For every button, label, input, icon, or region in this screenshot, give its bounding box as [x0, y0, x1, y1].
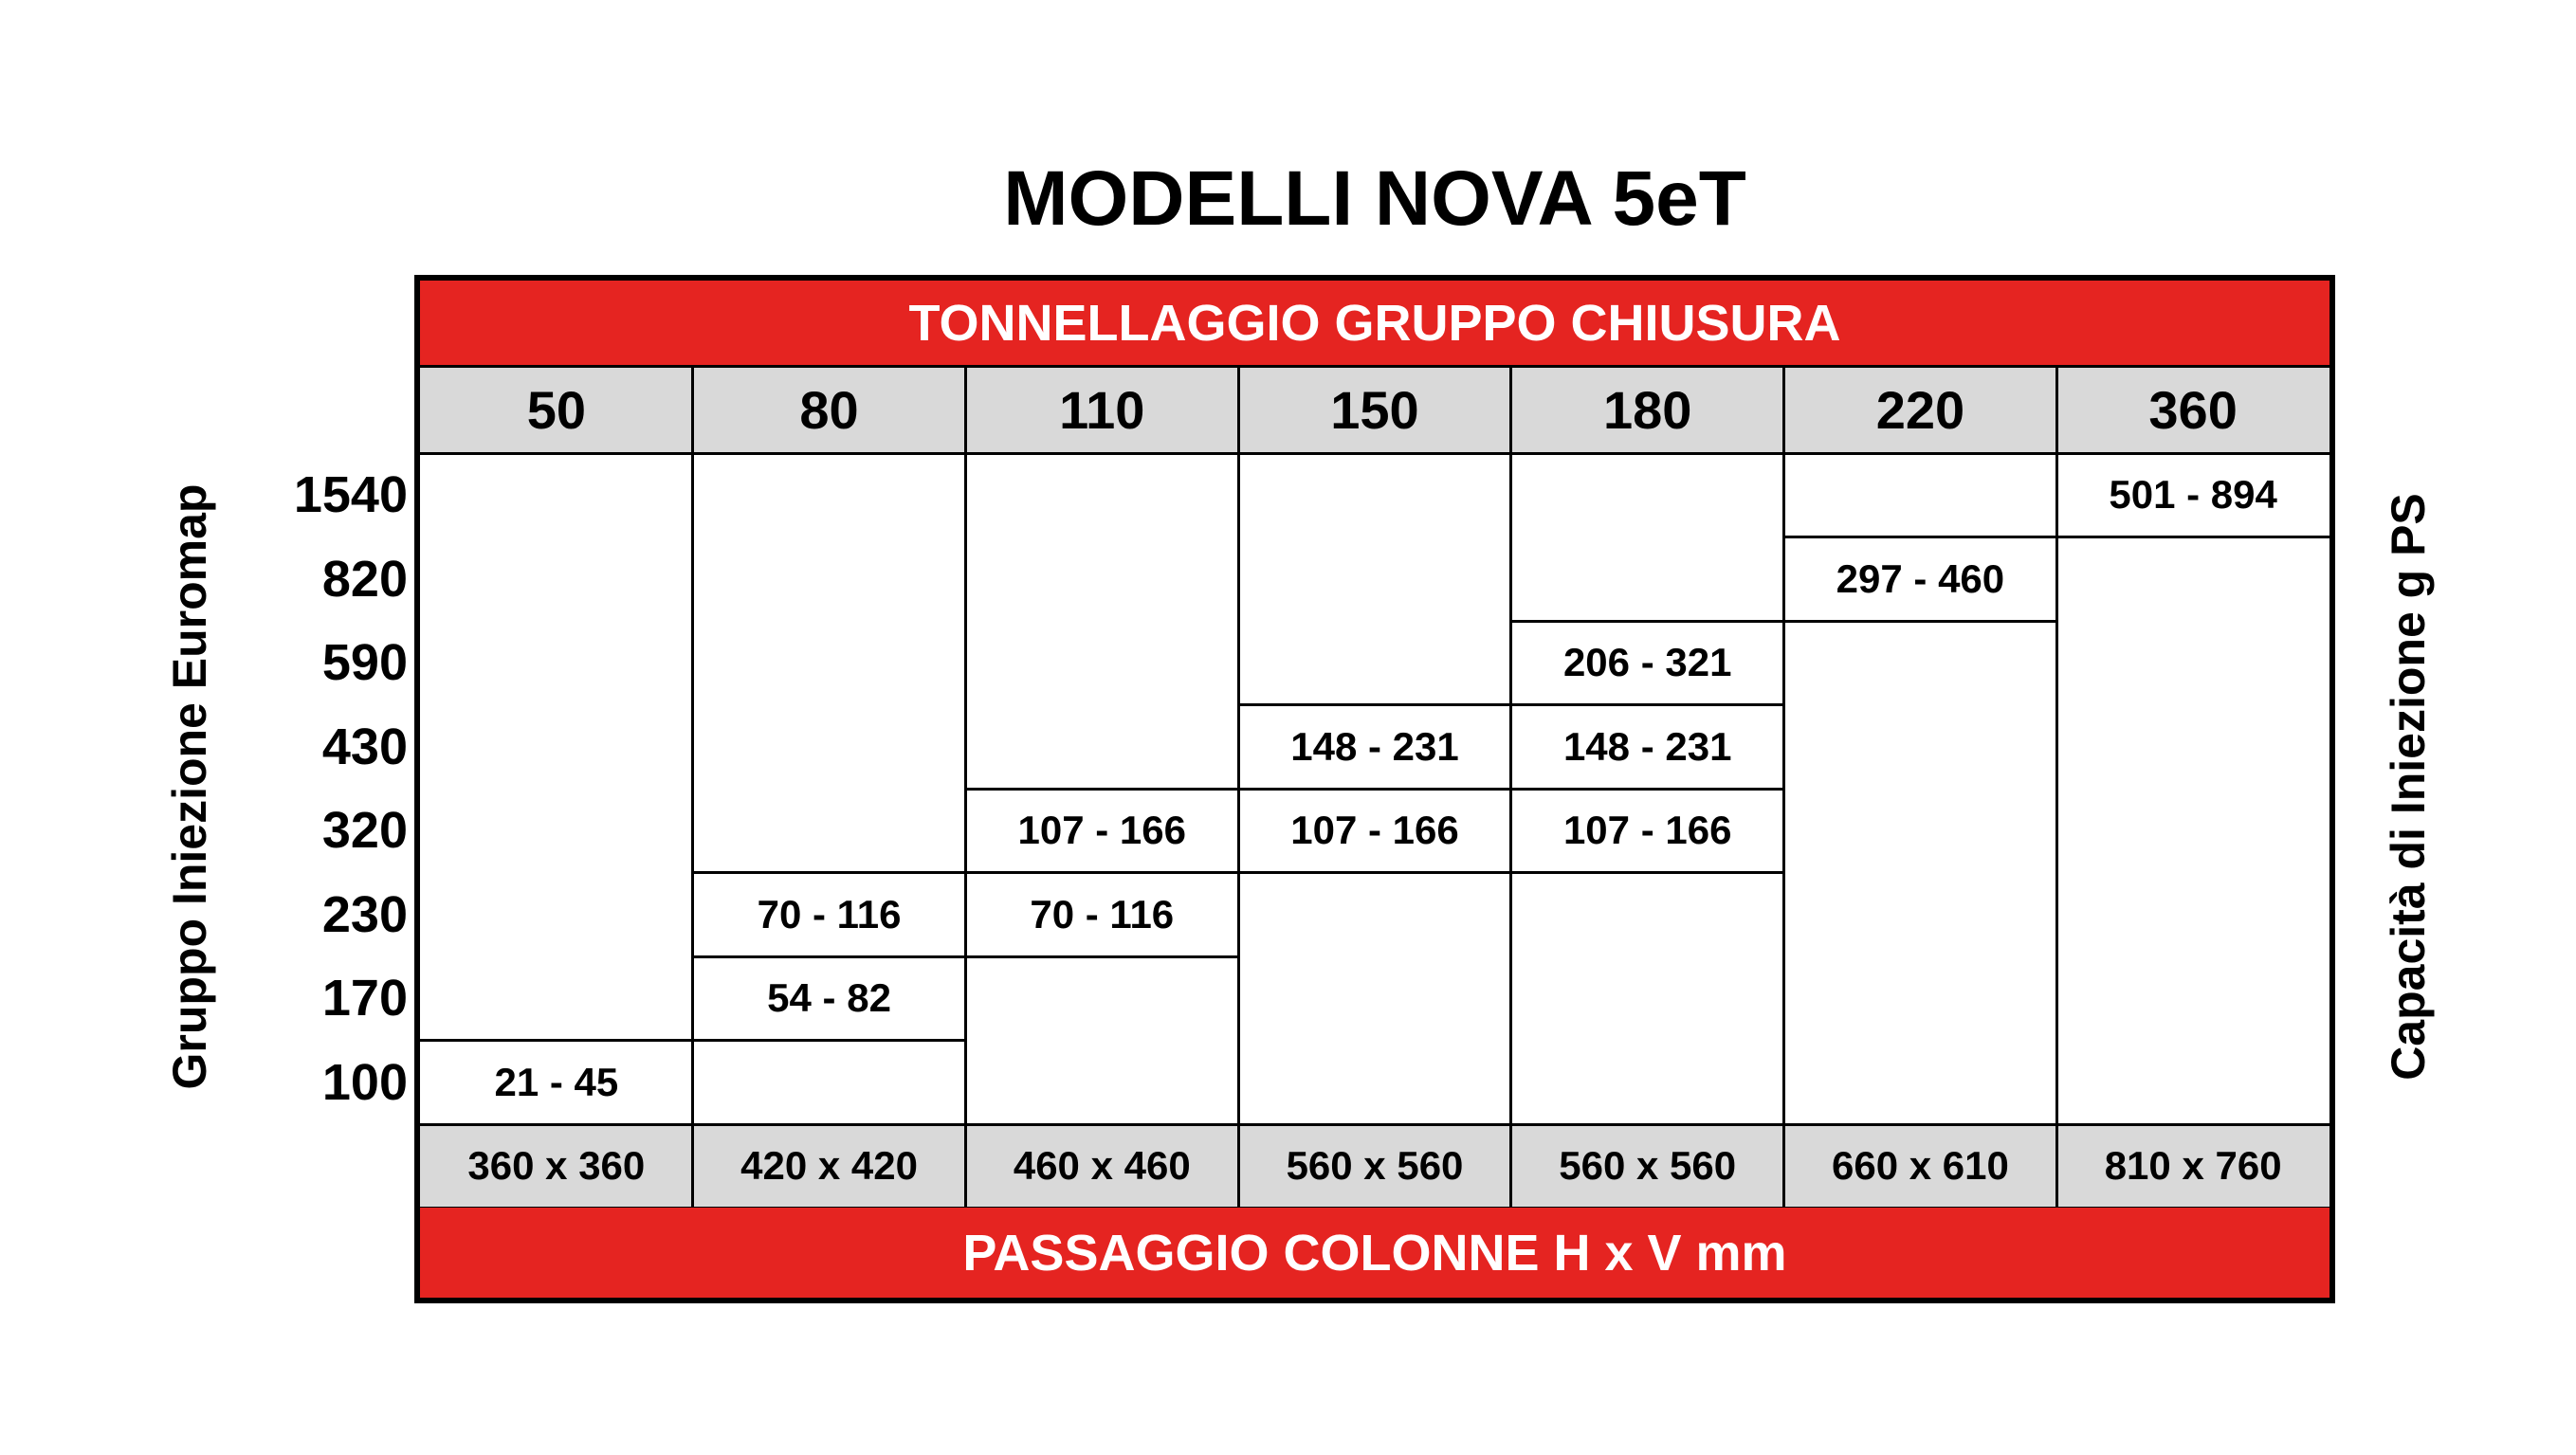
cell-border-bottom [693, 1039, 966, 1042]
column-header-180: 180 [1511, 366, 1784, 453]
value-cell: 206 - 321 [1562, 640, 1732, 685]
cell-border-bottom [1238, 871, 1511, 874]
row-label-590: 590 [321, 634, 408, 691]
value-cell: 148 - 231 [1562, 723, 1732, 769]
cell-border-top [965, 871, 1238, 874]
row-label-430: 430 [321, 718, 408, 775]
column-header-220: 220 [1784, 366, 2057, 453]
value-cell: 148 - 231 [1290, 723, 1459, 769]
value-cell: 501 - 894 [2109, 472, 2277, 518]
value-cell: 107 - 166 [1017, 808, 1187, 853]
cell-border-top [1238, 703, 1511, 706]
value-cell: 70 - 116 [757, 891, 902, 937]
right-axis-label: Capacità di Iniezione g PS [2382, 493, 2435, 1081]
grid-hline [420, 1123, 2329, 1126]
value-cell: 107 - 166 [1562, 808, 1732, 853]
row-label-100: 100 [321, 1053, 408, 1111]
passage-cell-4: 560 x 560 [1511, 1124, 1784, 1208]
top-header-bar: TONNELLAGGIO GRUPPO CHIUSURA [420, 281, 2329, 366]
bottom-header-bar: PASSAGGIO COLONNE H x V mm [420, 1208, 2329, 1298]
cell-border-top [2056, 452, 2329, 455]
passage-cell-3: 560 x 560 [1238, 1124, 1511, 1208]
column-header-50: 50 [420, 366, 693, 453]
page-title: MODELLI NOVA 5eT [1003, 155, 1746, 242]
value-cell: 70 - 116 [1030, 891, 1175, 937]
row-label-320: 320 [321, 802, 408, 859]
models-table [414, 275, 2335, 1303]
left-axis-label: Gruppo Iniezione Euromap [163, 483, 216, 1090]
passage-cell-2: 460 x 460 [965, 1124, 1238, 1208]
cell-border-top [1511, 620, 1784, 623]
value-cell: 21 - 45 [494, 1059, 619, 1104]
cell-border-top [420, 1039, 693, 1042]
passage-cell-5: 660 x 610 [1784, 1124, 2057, 1208]
cell-border-bottom [1511, 871, 1784, 874]
passage-cell-6: 810 x 760 [2056, 1124, 2329, 1208]
cell-border-top [693, 955, 966, 958]
column-header-150: 150 [1238, 366, 1511, 453]
cell-border-bottom [1784, 620, 2057, 623]
cell-border-bottom [965, 955, 1238, 958]
cell-border-top [1511, 703, 1784, 706]
column-header-110: 110 [965, 366, 1238, 453]
row-label-820: 820 [321, 550, 408, 608]
cell-border-top [1238, 788, 1511, 791]
row-label-170: 170 [321, 970, 408, 1027]
cell-border-top [965, 788, 1238, 791]
cell-border-top [693, 871, 966, 874]
cell-border-bottom [2056, 536, 2329, 538]
cell-border-top [1511, 788, 1784, 791]
passage-cell-1: 420 x 420 [693, 1124, 966, 1208]
grid-hline [420, 365, 2329, 368]
row-label-230: 230 [321, 885, 408, 943]
value-cell: 107 - 166 [1290, 808, 1459, 853]
passage-cell-0: 360 x 360 [420, 1124, 693, 1208]
column-header-360: 360 [2056, 366, 2329, 453]
cell-border-bottom [420, 1123, 693, 1126]
value-cell: 297 - 460 [1836, 555, 2005, 601]
column-header-80: 80 [693, 366, 966, 453]
cell-border-top [1784, 536, 2057, 538]
row-label-1540: 1540 [293, 466, 408, 523]
value-cell: 54 - 82 [767, 975, 891, 1021]
grid-hline [420, 452, 2329, 455]
